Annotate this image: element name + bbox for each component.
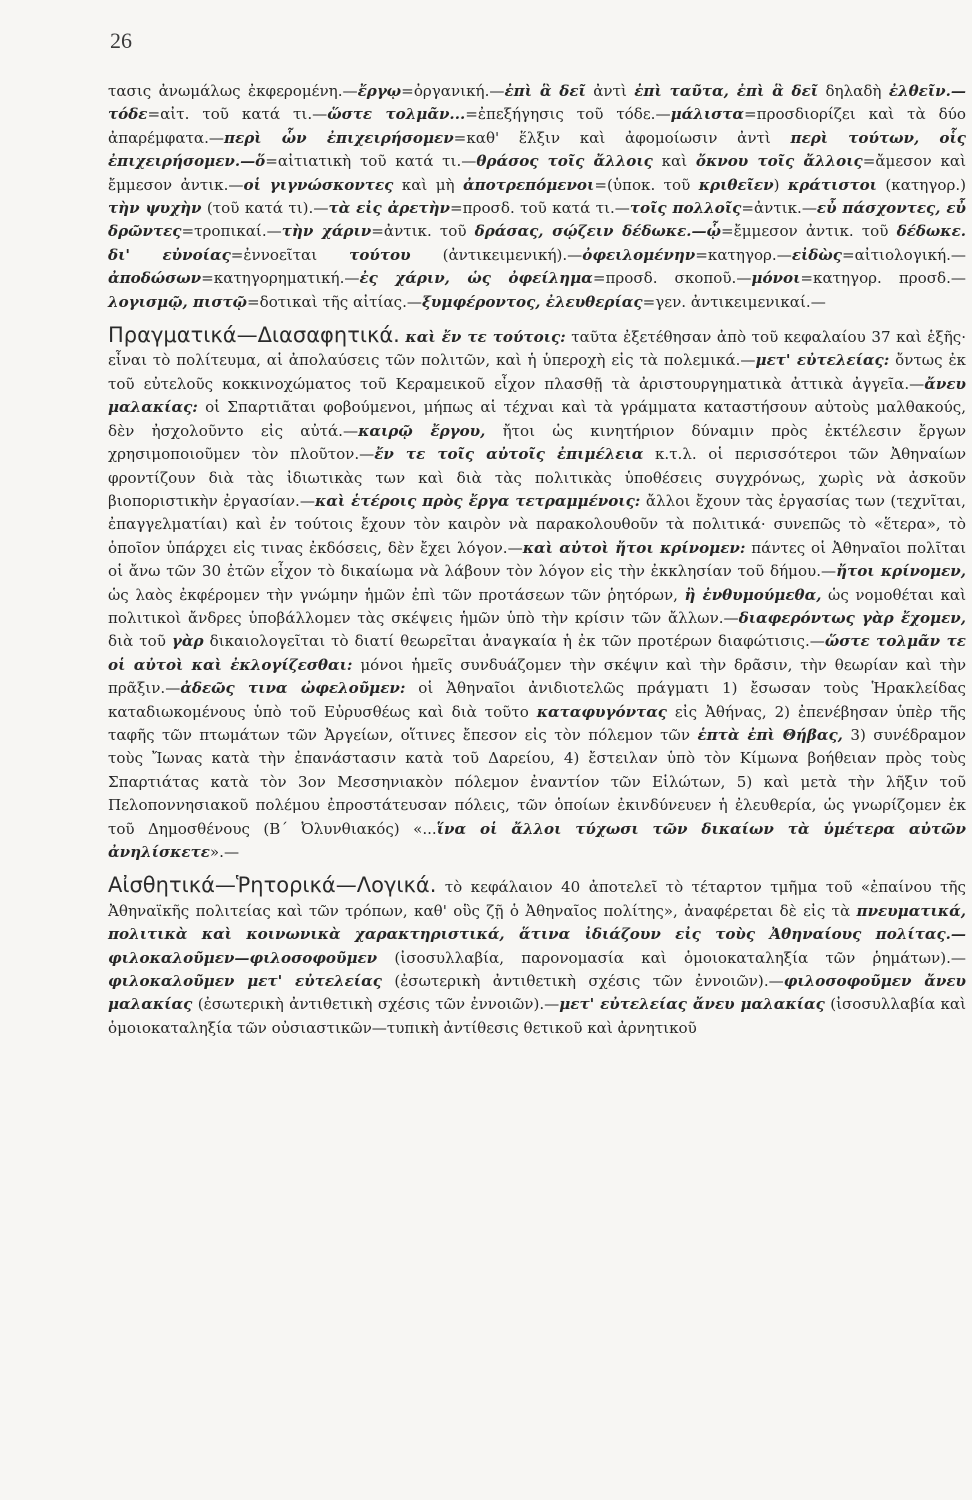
text-run: =ἀντικ. τοῦ [371, 222, 475, 241]
text-run: καὶ μὴ [393, 175, 464, 194]
greek-term: ἢ ἐνθυμούμεθα, [684, 585, 822, 604]
greek-term: ἀποδώσων [108, 269, 202, 288]
text-run: (ἐσωτερικὴ ἀντιθετικὴ σχέσις τῶν ἐννοιῶν).— [192, 995, 560, 1014]
text-run: =κατηγορ. προσδ.— [800, 269, 966, 288]
text-run: ἤτοι ὡς κινητήριον δύναμιν πρὸς ἐκτέλεσιν ἔργων χρησιμοποιοῦμεν τὸν πλοῦτον.— [108, 421, 966, 464]
text-run: =καθ' ἕλξιν καὶ ἀφομοίωσιν ἀντὶ [453, 128, 791, 147]
greek-term: ὄκνου τοῖς ἄλλοις [695, 152, 863, 171]
greek-term: ὥστε τολμᾶν... [327, 105, 466, 124]
greek-term: δέδωκε. δι' εὐνοίας [108, 222, 967, 264]
text-run: 3) συνέδραμον τοὺς Ἴωνας κατὰ τὴν ἐπανάστασιν κατὰ τοῦ Δαρείου, 4) ἔστειλαν ὑπὸ τὸν Κίμωνα βοήθειαν πρὸς τοὺς Σπαρτιάτας κατὰ τὸν 3ον Μεσσηνιακὸν πόλεμον ἐναντίον τῶν Εἱλώτων, 5) καὶ μετὰ τὴν λῆξιν τοῦ Πελοποννησιακοῦ πολέμου ἐπροστάτευσαν πόλεις, τῶν ὁποίων ἐκινδύνευεν ἡ ἐλευθερία, ὡς γνωρίζομεν ἐκ τοῦ Δημοσθένους (Β΄ Ὀλυνθιακός) «... [108, 725, 966, 838]
greek-term: περὶ τούτων, οἷς ἐπιχειρήσομεν.—ὅ [108, 128, 966, 171]
greek-term: ἐλθεῖν.—τόδε [108, 82, 966, 124]
greek-term: τοῖς πολλοῖς [629, 199, 742, 218]
text-run: =προσδ. τοῦ κατά τι.— [450, 199, 630, 218]
text-run: =κατηγορ.— [695, 245, 792, 264]
text-run: =προσδιορίζει καὶ τὰ δύο ἀπαρέμφατα.— [108, 105, 967, 147]
greek-term: ξυμφέροντος, ἐλευθερίας [421, 292, 643, 311]
greek-term: μετ' εὐτελείας: [755, 351, 890, 370]
text-run: κ.τ.λ. οἱ περισσότεροι τῶν Ἀθηναίων φροντίζουν διὰ τὰς ἰδιωτικὰς των καὶ διὰ τὰς πολιτικὰς ὑποθέσεις συγχρόνως, χωρὶς νὰ ἀσκοῦν βιοποριστικὴν ἐργασίαν.— [108, 445, 966, 510]
text-run: ».— [209, 843, 240, 861]
text-run: =κατηγορηματική.— [201, 269, 360, 288]
text-run: =ἐπεξήγησις τοῦ τόδε.— [465, 105, 671, 124]
greek-term: λογισμῷ, πιστῷ [108, 292, 247, 311]
greek-term: εὖ πάσχοντες, εὖ δρῶντες [108, 199, 966, 241]
greek-term: ἀδεῶς τινα ὠφελοῦμεν: [180, 679, 406, 698]
greek-term: τὴν ψυχὴν [108, 199, 202, 218]
greek-term: καταφυγόντας [536, 702, 667, 721]
text-run: ἀντὶ [585, 82, 635, 100]
text-run: τασις ἀνωμάλως ἐκφερομένη.— [108, 82, 358, 100]
greek-term: φιλοκαλοῦμεν μετ' εὐτελείας [108, 972, 382, 991]
text-run: δικαιολογεῖται τὸ διατί θεωρεῖται ἀναγκαία ἡ ἐκ τῶν προτέρων διαφώτισις.— [203, 632, 825, 651]
text-run: ὡς νομοθέται καὶ πολιτικοὶ ἄνδρες ὑποβάλλομεν τὰς σκέψεις ἡμῶν ὑπὸ τὴν κρίσιν τῶν ἄλλων.— [108, 585, 966, 627]
greek-term: ἐπὶ ταῦτα, ἐπὶ ἃ δεῖ [634, 82, 819, 100]
text-run: =τροπικαί.— [181, 222, 282, 241]
text-run: (τοῦ κατά τι).— [201, 199, 329, 218]
greek-term: περὶ ὧν ἐπιχειρήσομεν [224, 128, 454, 147]
greek-term: φιλοσοφοῦμεν ἄνευ μαλακίας [108, 972, 967, 1014]
greek-term: ἤτοι κρίνομεν, [836, 562, 966, 581]
text-run: ἄλλοι ἔχουν τὰς ἐργασίας των (τεχνῖται, ἐπαγγελματίαι) καὶ ἐν τούτοις ἔχουν τὸν καιρὸν νὰ παρακολουθοῦν τὰ πολιτικά· συνεπῶς τὸ «ἕτερα», τὸ ὁποῖον ὑπάρχει εἰς τινας ἐκδόσεις, δὲν ἔχει λόγον.— [108, 491, 966, 557]
greek-term: τὰ εἰς ἀρετὴν [328, 199, 451, 218]
greek-term: δράσας, σῴζειν δέδωκε.—ᾧ [474, 222, 721, 241]
greek-term: ὥστε τολμᾶν τε οἱ αὐτοὶ καὶ ἐκλογίζεσθαι: [108, 632, 966, 674]
greek-term: καὶ αὐτοὶ ἤτοι κρίνομεν: [522, 538, 746, 557]
section-factual [108, 324, 966, 864]
greek-term: ἔν τε τοῖς αὐτοῖς ἐπιμέλεια [374, 445, 644, 464]
greek-term: ἐπὶ ἃ δεῖ [504, 82, 586, 100]
text-run: ὡς λαὸς ἐκφέρομεν τὴν γνώμην ἡμῶν ἐπὶ τῶν προτάσεων τῶν ῥητόρων, [108, 585, 685, 604]
text-run: οἱ Σπαρτιᾶται φοβούμενοι, μήπως αἱ τέχναι καὶ τὰ γράμματα καταστήσουν αὐτοὺς μαλθακούς, δὲν ἠσχολοῦντο εἰς αὐτά.— [108, 398, 966, 440]
greek-term: πνευματικά, πολιτικὰ καὶ κοινωνικὰ χαρακτηριστικά, ἅτινα ἰδιάζουν εἰς τοὺς Ἀθηναίους πολίτας.—φιλοκαλοῦμεν—φιλοσοφοῦμεν [108, 901, 966, 967]
text-run: ὄντως ἐκ τοῦ εὐτελοῦς κοκκινοχώματος τοῦ Κεραμεικοῦ εἶχον πλασθῇ τὰ ἀριστουργηματικὰ ἀττικὰ ἀγγεῖα.— [108, 351, 966, 393]
text-run: =αἰτιολογική.— [841, 245, 967, 264]
greek-term: τὴν χάριν [281, 222, 372, 241]
greek-term: γὰρ [171, 632, 204, 651]
greek-term: ἐς χάριν, ὡς ὀφείλημα [359, 269, 593, 288]
greek-term: μετ' εὐτελείας ἄνευ μαλακίας [559, 995, 825, 1014]
text-run: =δοτικαὶ τῆς αἰτίας.— [246, 292, 422, 311]
greek-term: κράτιστοι [787, 175, 877, 194]
text-run: =αἰτ. τοῦ κατά τι.— [147, 105, 328, 124]
section-aesthetic [108, 874, 966, 1040]
greek-term: ἵνα οἱ ἄλλοι τύχωσι τῶν δικαίων τὰ ὑμέτερα αὐτῶν ἀνηλίσκετε [108, 819, 966, 861]
text-run: εἰς Ἀθήνας, 2) ἐπενέβησαν ὑπὲρ τῆς ταφῆς τῶν πτωμάτων τῶν Ἀργείων, οἵτινες ἔπεσον εἰς τὸν πόλεμον τῶν [108, 702, 966, 744]
text-run: =ἀντικ.— [741, 199, 817, 218]
text-run: (ἀντικειμενική).— [410, 245, 583, 264]
text-run: καὶ [652, 152, 696, 171]
text-run: οἱ Ἀθηναῖοι ἀνιδιοτελῶς πράγματι 1) ἔσωσαν τοὺς Ἡρακλείδας καταδιωκομένους ὑπὸ τοῦ Εὐρυσθέως καὶ διὰ τοῦτο [108, 679, 966, 721]
text-run: πάντες οἱ Ἀθηναῖοι πολῖται οἱ ἄνω τῶν 30 ἐτῶν εἶχον τὸ δικαίωμα νὰ λάβουν τὸν λόγον εἰς τὴν ἐκκλησίαν τοῦ δήμου.— [108, 538, 966, 581]
greek-term: εἰδὼς [791, 245, 842, 264]
page-body [108, 80, 966, 1040]
section-heading: Αἰσθητικά—Ῥητορικά—Λογικά. [108, 873, 437, 898]
commentary-paragraph [108, 80, 966, 314]
text-run: =(ὑποκ. τοῦ [594, 175, 699, 194]
greek-term: κριθεῖεν [698, 175, 774, 194]
greek-term: καὶ ἔν τε τούτοις: [405, 328, 566, 347]
greek-term: ἀποτρεπόμενοι [463, 175, 595, 194]
greek-term: διαφερόντως γὰρ ἔχομεν, [738, 608, 966, 627]
text-run: (ἰσοσυλλαβία καὶ ὁμοιοκαταληξία τῶν οὐσιαστικῶν—τυπικὴ ἀντίθεσις θετικοῦ καὶ ἀρνητικοῦ [108, 995, 966, 1037]
greek-term: καιρῷ ἔργου, [358, 421, 486, 440]
text-run: (κατηγορ.) [877, 175, 966, 194]
text-run: (ἐσωτερικὴ ἀντιθετικὴ σχέσις τῶν ἐννοιῶν).— [381, 972, 784, 991]
greek-term: ἔργῳ [357, 82, 402, 100]
greek-term: μάλιστα [670, 105, 745, 124]
greek-term: ὀφειλομένην [582, 245, 696, 264]
text-run: =ἄμεσον καὶ ἔμμεσον ἀντικ.— [108, 152, 966, 194]
text-run: (ἰσοσυλλαβία, παρονομασία καὶ ὁμοιοκαταληξία τῶν ῥημάτων).— [377, 948, 966, 967]
text-run: =ἔμμεσον ἀντικ. τοῦ [720, 222, 897, 241]
section-heading: Πραγματικά—Διασαφητικά. [108, 323, 400, 348]
text-run: μόνοι ἡμεῖς συνδυάζομεν τὴν σκέψιν καὶ τὴν δρᾶσιν, τὴν θεωρίαν καὶ τὴν πρᾶξιν.— [108, 655, 966, 698]
greek-term: ἑπτὰ ἐπὶ Θήβας, [697, 725, 843, 744]
greek-term: ἄνευ μαλακίας: [108, 374, 966, 417]
text-run: διὰ τοῦ [108, 632, 172, 651]
greek-term: θράσος τοῖς ἄλλοις [476, 152, 653, 171]
text-run: ταῦτα ἐξετέθησαν ἀπὸ τοῦ κεφαλαίου 37 καὶ ἑξῆς· εἶναι τὸ πολίτευμα, αἱ ἀπολαύσεις τῶν πολιτῶν, καὶ ἡ ὑπεροχὴ εἰς τὰ πολεμικά.— [108, 328, 966, 370]
greek-term: τούτου [349, 245, 411, 264]
greek-term: μόνοι [751, 269, 801, 288]
text-run: ) [773, 175, 788, 194]
greek-term: καὶ ἑτέροις πρὸς ἔργα τετραμμένοις: [314, 491, 641, 510]
text-run: =γεν. ἀντικειμενικαί.— [642, 292, 826, 311]
text-run: τὸ κεφάλαιον 40 ἀποτελεῖ τὸ τέταρτον τμῆμα τοῦ «ἐπαίνου τῆς Ἀθηναϊκῆς πολιτείας καὶ τῶν τρόπων, καθ' οὓς ζῇ ὁ Ἀθηναῖος πολίτης», ἀναφέρεται δὲ εἰς τὰ [108, 878, 966, 920]
text-run: =προσδ. σκοποῦ.— [592, 269, 752, 288]
text-run: =ἐννοεῖται [230, 245, 350, 264]
text-run: =αἰτιατικὴ τοῦ κατά τι.— [265, 152, 477, 171]
page-number: 26 [110, 28, 132, 53]
text-run: δηλαδὴ [818, 82, 889, 100]
greek-term: οἱ γιγνώσκοντες [243, 175, 394, 194]
text-run: =ὀργανική.— [401, 82, 505, 100]
